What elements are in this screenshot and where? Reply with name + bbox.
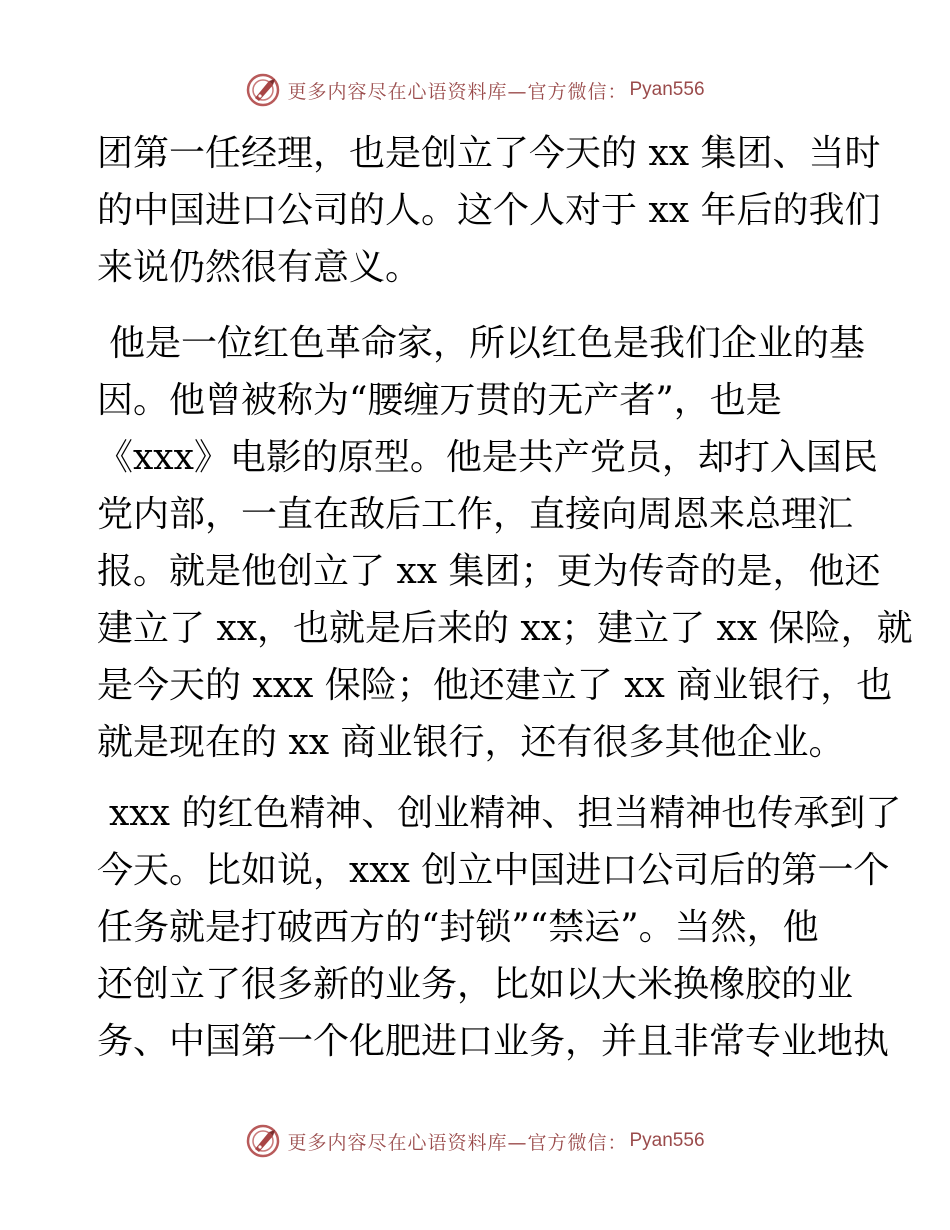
paragraph-line: 就是现在的 xx 商业银行，还有很多其他企业。 bbox=[97, 722, 845, 763]
header-banner-id: Pyan556 bbox=[629, 79, 705, 100]
paragraph-line: 是今天的 xxx 保险；他还建立了 xx 商业银行，也 bbox=[97, 665, 893, 706]
paragraph-line: 建立了 xx，也就是后来的 xx；建立了 xx 保险，就 bbox=[97, 608, 913, 649]
paragraph-line: 报。就是他创立了 xx 集团；更为传奇的是，他还 bbox=[97, 551, 881, 592]
footer-banner-text: 更多内容尽在心语资料库—官方微信： bbox=[287, 1131, 628, 1154]
pen-nib-logo-icon bbox=[245, 72, 281, 108]
paragraph-3 bbox=[97, 785, 902, 1070]
paragraph-line: 《xxx》电影的原型。他是共产党员，却打入国民 bbox=[97, 437, 878, 478]
header-banner-text: 更多内容尽在心语资料库—官方微信： bbox=[287, 80, 628, 103]
footer-banner-id: Pyan556 bbox=[629, 1130, 705, 1151]
paragraph-line: 党内部，一直在敌后工作，直接向周恩来总理汇 bbox=[97, 494, 854, 535]
paragraph-line: 务、中国第一个化肥进口业务，并且非常专业地执 bbox=[97, 1021, 890, 1062]
paragraph-line: 任务就是打破西方的“封锁”“禁运”。当然，他 bbox=[97, 907, 819, 948]
document-body bbox=[97, 125, 913, 1070]
paragraph-line: xxx 的红色精神、创业精神、担当精神也传承到了 bbox=[109, 793, 902, 834]
paragraph-line: 的中国进口公司的人。这个人对于 xx 年后的我们 bbox=[97, 190, 881, 231]
paragraph-line: 他是一位红色革命家，所以红色是我们企业的基 bbox=[109, 323, 866, 364]
paragraph-line: 因。他曾被称为“腰缠万贯的无产者”，也是 bbox=[97, 380, 782, 421]
header-banner bbox=[0, 70, 950, 110]
pen-nib-logo-icon bbox=[245, 1123, 281, 1159]
paragraph-line: 来说仍然很有意义。 bbox=[97, 247, 422, 288]
paragraph-2 bbox=[97, 315, 913, 771]
paragraph-1 bbox=[97, 125, 881, 296]
paragraph-line: 还创立了很多新的业务，比如以大米换橡胶的业 bbox=[97, 964, 854, 1005]
paragraph-line: 今天。比如说，xxx 创立中国进口公司后的第一个 bbox=[97, 850, 890, 891]
paragraph-line: 团第一任经理，也是创立了今天的 xx 集团、当时 bbox=[97, 133, 881, 174]
footer-banner bbox=[0, 1121, 950, 1161]
